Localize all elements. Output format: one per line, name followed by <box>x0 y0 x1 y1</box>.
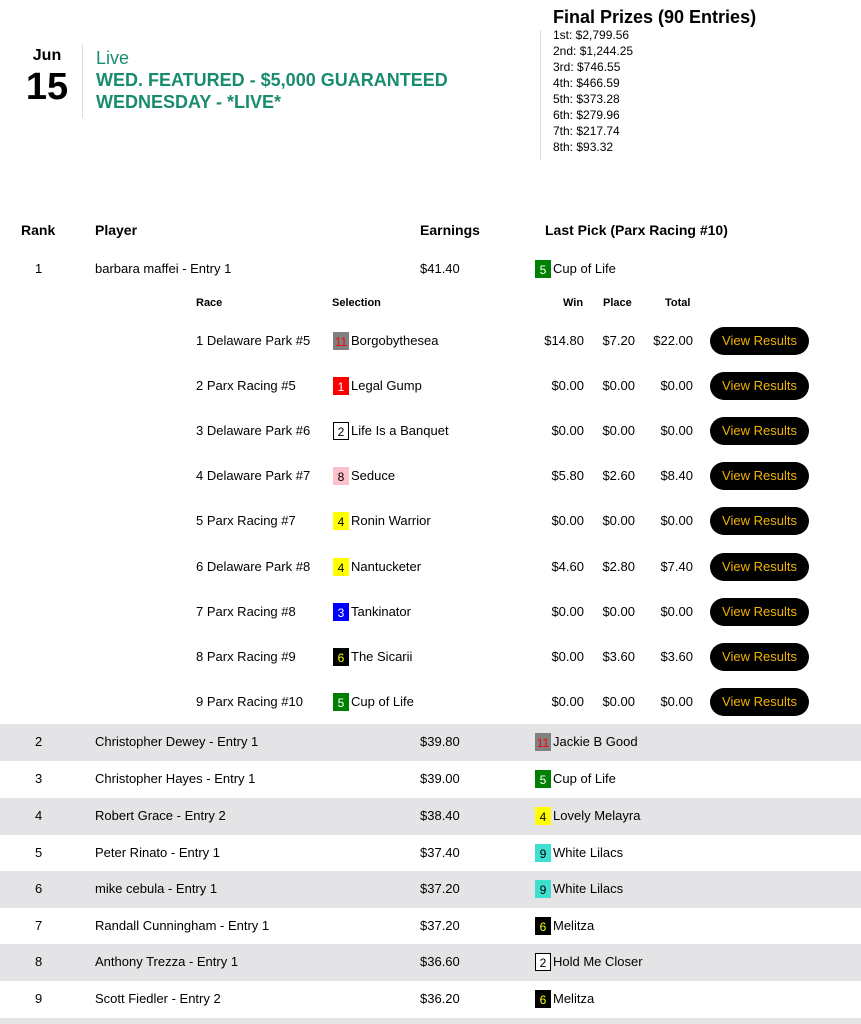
place-amount: $0.00 <box>602 378 635 394</box>
horse-name: Melitza <box>553 918 595 933</box>
horse-name: Life Is a Banquet <box>351 423 449 439</box>
horse-pick <box>333 558 421 576</box>
view-results-button[interactable]: View Results <box>710 417 809 445</box>
player-name: mike cebula - Entry 1 <box>95 881 218 896</box>
win-amount: $5.80 <box>551 468 584 484</box>
player-name: Robert Grace - Entry 2 <box>95 808 226 823</box>
total-amount: $0.00 <box>660 513 693 529</box>
divider <box>540 30 541 160</box>
leaderboard-row[interactable] <box>0 724 861 761</box>
prize-item: 2nd: $1,244.25 <box>553 44 634 58</box>
view-results-button[interactable]: View Results <box>710 643 809 671</box>
view-results-button[interactable]: View Results <box>710 598 809 626</box>
prize-item: 8th: $93.32 <box>553 140 614 154</box>
column-header-earnings: Earnings <box>420 222 480 238</box>
place-amount: $0.00 <box>602 513 635 529</box>
leaderboard-row[interactable] <box>0 981 861 1018</box>
total-amount: $0.00 <box>660 378 693 394</box>
place-amount: $7.20 <box>602 333 635 348</box>
final-prizes <box>553 7 756 155</box>
total-amount: $8.40 <box>660 468 693 484</box>
horse-name: Melitza <box>553 991 595 1006</box>
win-amount: $14.80 <box>544 333 584 348</box>
horse-pick <box>535 844 623 862</box>
race-row <box>0 597 861 627</box>
place-amount: $2.80 <box>602 558 635 574</box>
horse-name: Tankinator <box>351 603 411 619</box>
horse-name: Hold Me Closer <box>553 954 643 969</box>
earnings-cell: $37.40 <box>420 845 460 860</box>
date-month: Jun <box>32 47 62 64</box>
leaderboard-row <box>0 1018 861 1024</box>
horse-name: Seduce <box>351 468 396 484</box>
column-header-player: Player <box>95 222 138 238</box>
post-number-badge: 6 <box>333 648 349 666</box>
leaderboard-row[interactable] <box>0 256 861 286</box>
race-name: 2 Parx Racing #5 <box>196 378 296 394</box>
horse-pick <box>333 693 414 711</box>
horse-pick <box>333 332 438 350</box>
horse-pick <box>535 260 616 278</box>
detail-header-place: Place <box>603 297 632 309</box>
place-amount: $0.00 <box>602 693 635 709</box>
place-amount: $3.60 <box>602 648 635 664</box>
column-header-last-pick: Last Pick (Parx Racing #10) <box>545 222 728 238</box>
view-results-button[interactable]: View Results <box>710 372 809 400</box>
view-results-button[interactable]: View Results <box>710 688 809 716</box>
post-number-badge: 3 <box>333 603 349 621</box>
place-amount: $2.60 <box>602 468 635 484</box>
post-number-badge: 4 <box>535 807 551 825</box>
place-amount: $0.00 <box>602 423 635 439</box>
player-name: barbara maffei - Entry 1 <box>95 261 232 276</box>
race-name: 8 Parx Racing #9 <box>196 648 296 664</box>
horse-pick <box>535 990 594 1008</box>
leaderboard-row[interactable] <box>0 798 861 835</box>
race-name: 4 Delaware Park #7 <box>196 468 311 484</box>
detail-header-win: Win <box>563 297 584 309</box>
player-name: Anthony Trezza - Entry 1 <box>95 954 239 969</box>
post-number-badge: 9 <box>535 844 551 862</box>
prizes-title: Final Prizes (90 Entries) <box>553 7 757 27</box>
race-name: 9 Parx Racing #10 <box>196 693 303 709</box>
date-day: 15 <box>25 66 69 108</box>
detail-header-total: Total <box>665 297 691 309</box>
horse-pick <box>333 377 422 395</box>
post-number-badge: 2 <box>333 422 349 440</box>
post-number-badge: 6 <box>535 917 551 935</box>
prize-item: 1st: $2,799.56 <box>553 28 630 42</box>
post-number-badge: 1 <box>333 377 349 395</box>
earnings-cell: $38.40 <box>420 808 460 823</box>
win-amount: $0.00 <box>551 423 584 439</box>
tournament-name-line2: WEDNESDAY - *LIVE* <box>96 92 282 112</box>
win-amount: $0.00 <box>551 603 584 619</box>
total-amount: $3.60 <box>660 648 693 664</box>
post-number-badge: 5 <box>535 260 551 278</box>
place-amount: $0.00 <box>602 603 635 619</box>
prize-list <box>553 27 756 155</box>
horse-name: Lovely Melayra <box>553 808 641 823</box>
leaderboard-row[interactable] <box>0 871 861 908</box>
race-row <box>0 687 861 717</box>
view-results-button[interactable]: View Results <box>710 507 809 535</box>
rank-cell: 5 <box>35 845 43 860</box>
horse-pick <box>333 422 449 440</box>
total-amount: $0.00 <box>660 693 693 709</box>
horse-pick <box>333 603 411 621</box>
earnings-cell: $37.20 <box>420 918 460 933</box>
race-row <box>0 416 861 446</box>
horse-pick <box>535 917 594 935</box>
earnings-cell: $36.20 <box>420 991 460 1006</box>
player-name: Scott Fiedler - Entry 2 <box>95 991 221 1006</box>
win-amount: $0.00 <box>551 378 584 394</box>
horse-pick <box>333 512 431 530</box>
post-number-badge: 4 <box>333 558 349 576</box>
prize-item: 4th: $466.59 <box>553 76 620 90</box>
total-amount: $22.00 <box>653 333 693 348</box>
horse-name: White Lilacs <box>553 845 624 860</box>
horse-name: White Lilacs <box>553 881 624 896</box>
horse-name: Cup of Life <box>351 693 414 709</box>
leaderboard-row[interactable] <box>0 908 861 945</box>
post-number-badge: 8 <box>333 467 349 485</box>
horse-name: The Sicarii <box>351 648 413 664</box>
horse-name: Ronin Warrior <box>351 513 431 529</box>
player-name: Christopher Hayes - Entry 1 <box>95 771 256 786</box>
prize-item: 7th: $217.74 <box>553 124 620 138</box>
race-name: 7 Parx Racing #8 <box>196 603 296 619</box>
race-name: 5 Parx Racing #7 <box>196 513 296 529</box>
rank-cell: 8 <box>35 954 43 969</box>
horse-pick <box>535 733 638 751</box>
race-row <box>0 506 861 536</box>
race-row <box>0 461 861 491</box>
prize-item: 5th: $373.28 <box>553 92 620 106</box>
rank-cell: 6 <box>35 881 43 896</box>
tournament-status: Live <box>96 48 130 68</box>
win-amount: $4.60 <box>551 558 584 574</box>
post-number-badge: 11 <box>333 332 349 350</box>
win-amount: $0.00 <box>551 648 584 664</box>
earnings-cell: $36.60 <box>420 954 460 969</box>
view-results-button[interactable]: View Results <box>710 462 809 490</box>
event-date <box>22 46 72 107</box>
rank-cell: 3 <box>35 771 43 786</box>
post-number-badge: 5 <box>535 770 551 788</box>
player-name: Peter Rinato - Entry 1 <box>95 845 220 860</box>
rank-cell: 2 <box>35 734 43 749</box>
rank-cell: 4 <box>35 808 43 823</box>
earnings-cell: $39.00 <box>420 771 460 786</box>
race-row <box>0 642 861 672</box>
rank-cell: 9 <box>35 991 43 1006</box>
race-row <box>0 326 861 356</box>
tournament-title <box>96 47 448 113</box>
prize-item: 6th: $279.96 <box>553 108 620 122</box>
horse-pick <box>333 467 395 485</box>
post-number-badge: 9 <box>535 880 551 898</box>
race-name: 1 Delaware Park #5 <box>196 333 311 348</box>
total-amount: $0.00 <box>660 603 693 619</box>
post-number-badge: 5 <box>333 693 349 711</box>
divider <box>82 44 83 118</box>
detail-header-selection: Selection <box>332 297 381 309</box>
leaderboard-row[interactable] <box>0 944 861 981</box>
win-amount: $0.00 <box>551 513 584 529</box>
column-header-rank: Rank <box>21 222 56 238</box>
horse-name: Cup of Life <box>553 261 616 276</box>
leaderboard-row[interactable] <box>0 761 861 798</box>
earnings-cell: $41.40 <box>420 261 460 276</box>
horse-name: Legal Gump <box>351 378 422 394</box>
post-number-badge: 11 <box>535 733 551 751</box>
horse-name: Jackie B Good <box>553 734 638 749</box>
tournament-name-line1: WED. FEATURED - $5,000 GUARANTEED <box>96 70 448 90</box>
detail-header-race: Race <box>196 297 223 309</box>
win-amount: $0.00 <box>551 693 584 709</box>
earnings-cell: $39.80 <box>420 734 460 749</box>
rank-cell: 1 <box>35 261 43 276</box>
horse-pick <box>535 880 623 898</box>
race-row <box>0 552 861 582</box>
horse-pick <box>333 648 412 666</box>
leaderboard-row[interactable] <box>0 835 861 872</box>
view-results-button[interactable]: View Results <box>710 327 809 355</box>
horse-pick <box>535 953 643 971</box>
race-name: 6 Delaware Park #8 <box>196 558 311 574</box>
total-amount: $0.00 <box>660 423 693 439</box>
horse-name: Borgobythesea <box>351 333 439 348</box>
player-name: Randall Cunningham - Entry 1 <box>95 918 270 933</box>
entry-detail <box>0 286 861 724</box>
view-results-button[interactable]: View Results <box>710 553 809 581</box>
post-number-badge: 4 <box>333 512 349 530</box>
total-amount: $7.40 <box>660 558 693 574</box>
earnings-cell: $37.20 <box>420 881 460 896</box>
post-number-badge: 2 <box>535 953 551 971</box>
race-name: 3 Delaware Park #6 <box>196 423 311 439</box>
post-number-badge: 6 <box>535 990 551 1008</box>
race-row <box>0 371 861 401</box>
player-name: Christopher Dewey - Entry 1 <box>95 734 259 749</box>
prize-item: 3rd: $746.55 <box>553 60 621 74</box>
rank-cell: 7 <box>35 918 43 933</box>
horse-pick <box>535 807 640 825</box>
horse-pick <box>535 770 616 788</box>
horse-name: Cup of Life <box>553 771 616 786</box>
horse-name: Nantucketer <box>351 558 422 574</box>
